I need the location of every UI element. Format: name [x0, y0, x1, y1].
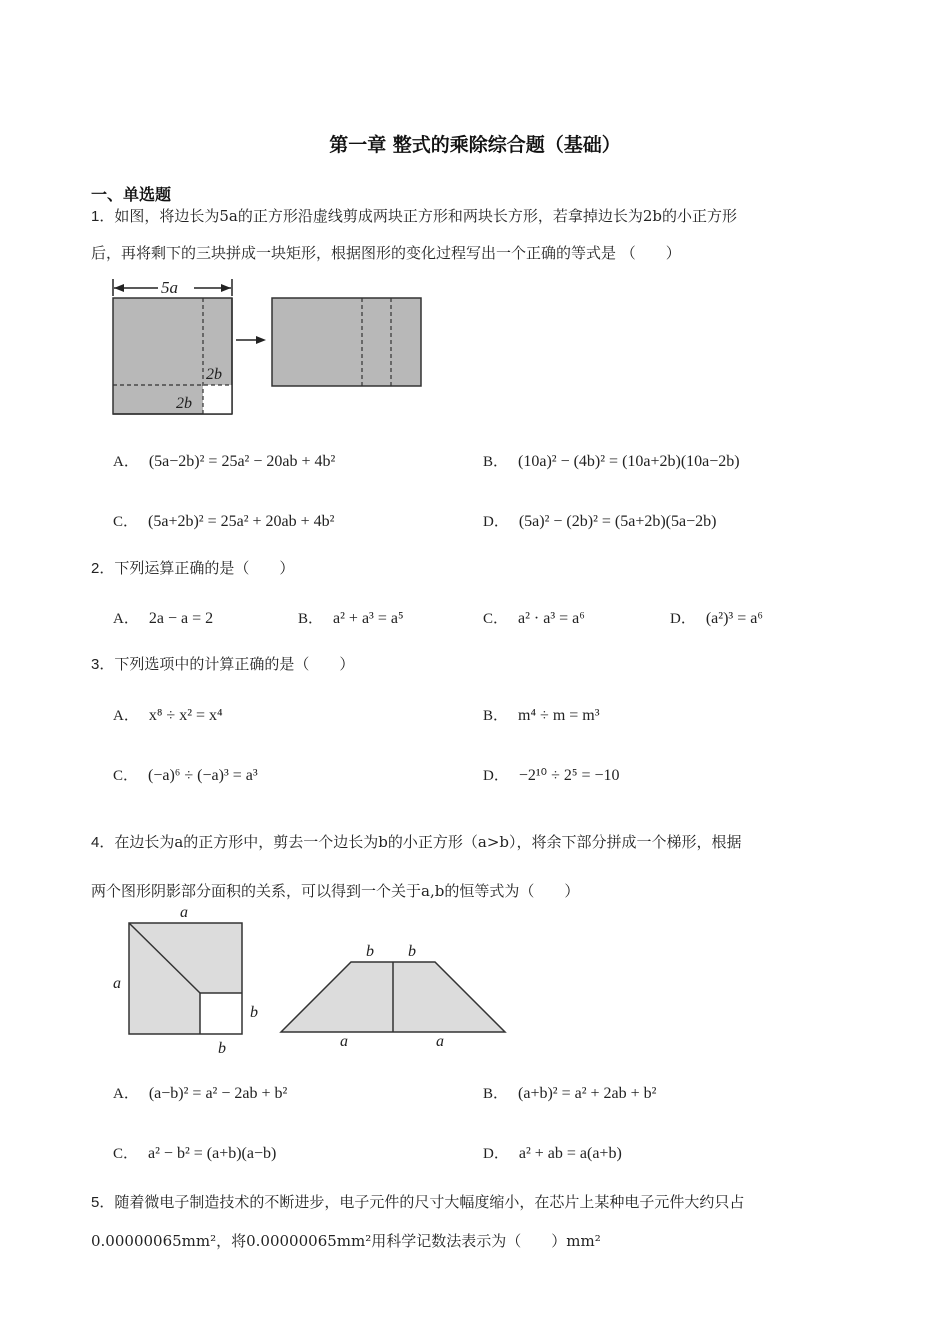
svg-text:b: b — [218, 1040, 226, 1057]
q3-option-c[interactable]: C． (−a)⁶ ÷ (−a)³ = a³ — [113, 767, 258, 784]
question-1 — [91, 198, 861, 272]
section-heading: 一、单选题 — [91, 185, 172, 204]
q4-option-c[interactable]: C． a² − b² = (a+b)(a−b) — [113, 1145, 277, 1162]
svg-text:a: a — [113, 975, 121, 992]
q3-option-a[interactable]: A． x⁸ ÷ x² = x⁴ — [113, 707, 223, 724]
label-5a: 5a — [161, 278, 178, 297]
svg-text:2b: 2b — [176, 395, 192, 412]
q1-option-b[interactable]: B． (10a)² − (4b)² = (10a+2b)(10a−2b) — [483, 453, 740, 470]
q4-option-b[interactable]: B． (a+b)² = a² + 2ab + b² — [483, 1085, 657, 1102]
question-1-figure — [108, 276, 428, 418]
question-4-figure — [108, 900, 518, 1060]
question-2: 2．下列运算正确的是（ ） — [91, 559, 295, 577]
q1-option-c[interactable]: C． (5a+2b)² = 25a² + 20ab + 4b² — [113, 513, 335, 530]
svg-text:b: b — [250, 1004, 258, 1021]
svg-text:b: b — [408, 943, 416, 960]
q2-option-a[interactable]: A． 2a − a = 2 — [113, 610, 214, 627]
question-4: 4．在边长为a的正方形中，剪去一个边长为b的小正方形（a>b），将余下部分拼成一个梯形，根据 两个图形阴影部分面积的关系，可以得到一个关于a,b的恒等式为（ ） — [91, 833, 742, 900]
svg-text:a: a — [340, 1033, 348, 1050]
q2-option-b[interactable]: B． a² + a³ = a⁵ — [298, 610, 404, 627]
svg-text:a: a — [436, 1033, 444, 1050]
svg-text:2b: 2b — [206, 366, 222, 383]
q3-option-b[interactable]: B． m⁴ ÷ m = m³ — [483, 707, 600, 724]
question-1-line2: 后，再将剩下的三块拼成一块矩形，根据图形的变化过程写出一个正确的等式是 （ ） — [91, 244, 681, 262]
page-title: 第一章 整式的乘除综合题（基础） — [329, 134, 621, 156]
q1-option-a[interactable]: A． (5a−2b)² = 25a² − 20ab + 4b² — [113, 453, 336, 470]
q3-option-d[interactable]: D． −2¹⁰ ÷ 2⁵ = −10 — [483, 767, 620, 784]
q4-option-d[interactable]: D． a² + ab = a(a+b) — [483, 1145, 622, 1162]
svg-text:b: b — [366, 943, 374, 960]
q4-option-a[interactable]: A． (a−b)² = a² − 2ab + b² — [113, 1085, 288, 1102]
q1-option-d[interactable]: D． (5a)² − (2b)² = (5a+2b)(5a−2b) — [483, 513, 717, 530]
question-3: 3．下列选项中的计算正确的是（ ） — [91, 655, 355, 673]
question-5: 5．随着微电子制造技术的不断进步，电子元件的尺寸大幅度缩小，在芯片上某种电子元件大约只占 0.00000065mm²，将0.00000065mm²用科学记数法表示为（ ）mm² — [91, 1193, 745, 1250]
q2-option-c[interactable]: C． a² · a³ = a⁶ — [483, 610, 585, 627]
svg-text:a: a — [180, 904, 188, 921]
q2-option-d[interactable]: D． (a²)³ = a⁶ — [670, 610, 763, 627]
question-1-line1: 1．如图，将边长为5a的正方形沿虚线剪成两块正方形和两块长方形，若拿掉边长为2b的小正方形 — [91, 207, 737, 225]
